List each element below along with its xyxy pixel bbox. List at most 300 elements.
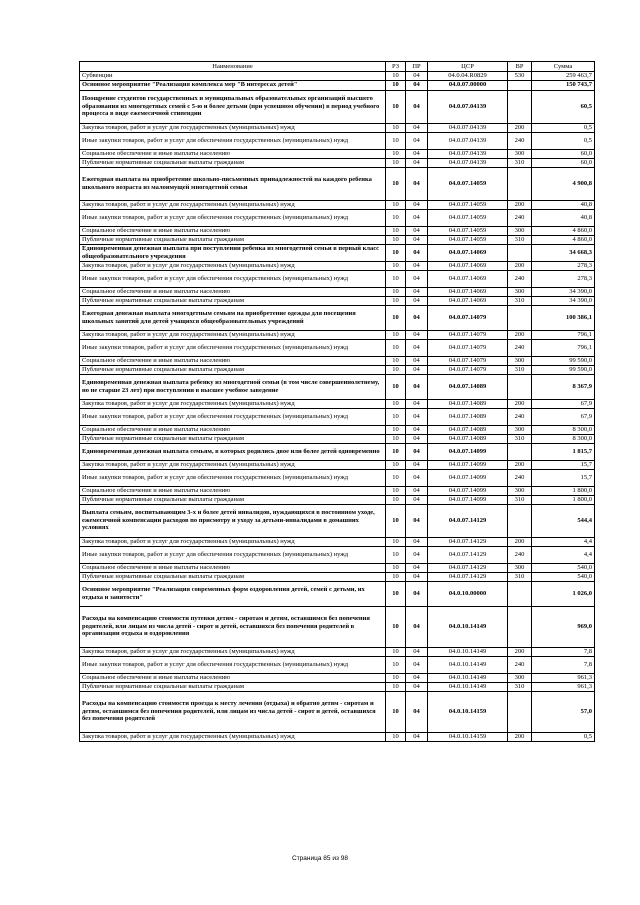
cell-rz: 10 (386, 356, 406, 365)
cell-csr: 04.0.07.14059 (428, 235, 508, 244)
cell-vr (508, 443, 532, 460)
cell-vr: 310 (508, 434, 532, 443)
cell-csr: 04.0.07.14099 (428, 469, 508, 486)
table-row (80, 123, 595, 132)
cell-csr: 04.0.07.04139 (428, 123, 508, 132)
header-sum: Сумма (532, 62, 595, 72)
table-row (80, 235, 595, 244)
cell-sum: 278,3 (532, 270, 595, 287)
table-row (80, 691, 595, 732)
table-row (80, 682, 595, 691)
cell-name: Закупка товаров, работ и услуг для государственных (муниципальных) нужд (80, 330, 386, 339)
cell-csr: 04.0.07.14079 (428, 356, 508, 365)
table-row (80, 90, 595, 123)
cell-sum: 4 900,8 (532, 167, 595, 200)
cell-csr: 04.0.07.14129 (428, 537, 508, 546)
cell-name: Иные закупки товаров, работ и услуг для обеспечения государственных (муниципальных) нужд (80, 546, 386, 563)
cell-rz: 10 (386, 495, 406, 504)
cell-rz: 10 (386, 732, 406, 741)
cell-sum: 15,7 (532, 469, 595, 486)
cell-name: Публичные нормативные социальные выплаты гражданам (80, 158, 386, 167)
cell-csr: 04.0.07.04139 (428, 90, 508, 123)
cell-pr: 04 (406, 732, 428, 741)
cell-vr: 240 (508, 339, 532, 356)
cell-pr: 04 (406, 296, 428, 305)
cell-sum: 150 743,7 (532, 80, 595, 90)
cell-vr: 300 (508, 356, 532, 365)
cell-rz: 10 (386, 504, 406, 537)
cell-rz: 10 (386, 209, 406, 226)
cell-vr (508, 244, 532, 261)
cell-name: Социальное обеспечение и иные выплаты населению (80, 226, 386, 235)
cell-vr (508, 606, 532, 647)
cell-rz: 10 (386, 339, 406, 356)
cell-sum: 7,8 (532, 656, 595, 673)
cell-vr: 200 (508, 261, 532, 270)
cell-pr: 04 (406, 158, 428, 167)
cell-name: Иные закупки товаров, работ и услуг для обеспечения государственных (муниципальных) нужд (80, 132, 386, 149)
cell-pr: 04 (406, 495, 428, 504)
table-row (80, 374, 595, 399)
cell-sum: 0,5 (532, 732, 595, 741)
cell-csr: 04.0.07.14129 (428, 572, 508, 581)
cell-rz: 10 (386, 647, 406, 656)
cell-rz: 10 (386, 563, 406, 572)
cell-name: Публичные нормативные социальные выплаты гражданам (80, 296, 386, 305)
table-row (80, 244, 595, 261)
table-row (80, 356, 595, 365)
cell-vr: 240 (508, 656, 532, 673)
cell-rz: 10 (386, 572, 406, 581)
cell-csr: 04.0.07.14099 (428, 495, 508, 504)
cell-pr: 04 (406, 460, 428, 469)
cell-pr: 04 (406, 287, 428, 296)
cell-csr: 04.0.07.14129 (428, 563, 508, 572)
cell-csr: 04.0.07.14099 (428, 486, 508, 495)
cell-sum: 100 386,1 (532, 305, 595, 330)
table-row (80, 408, 595, 425)
table-row (80, 546, 595, 563)
table-row (80, 270, 595, 287)
page-number: Страница 85 из 98 (292, 855, 348, 862)
table-row (80, 209, 595, 226)
cell-name: Социальное обеспечение и иные выплаты населению (80, 149, 386, 158)
cell-vr: 300 (508, 673, 532, 682)
cell-pr: 04 (406, 149, 428, 158)
table-row (80, 563, 595, 572)
cell-csr: 04.0.07.14129 (428, 546, 508, 563)
cell-csr: 04.0.07.14069 (428, 296, 508, 305)
cell-sum: 67,9 (532, 408, 595, 425)
cell-rz: 10 (386, 469, 406, 486)
cell-name: Единовременная денежная выплата ребенку из многодетной семьи (в том числе совершеннолетнему, но не старше 23 лет) при поступлении в высшее учебное заведение (80, 374, 386, 399)
cell-vr: 200 (508, 537, 532, 546)
cell-sum: 278,3 (532, 261, 595, 270)
cell-rz: 10 (386, 374, 406, 399)
cell-rz: 10 (386, 167, 406, 200)
cell-csr: 04.0.07.14079 (428, 305, 508, 330)
cell-vr (508, 374, 532, 399)
cell-rz: 10 (386, 673, 406, 682)
cell-sum: 796,1 (532, 339, 595, 356)
cell-vr (508, 581, 532, 606)
cell-sum: 1 026,0 (532, 581, 595, 606)
table-row (80, 443, 595, 460)
cell-sum: 1 800,0 (532, 486, 595, 495)
cell-vr (508, 80, 532, 90)
cell-csr: 04.0.07.14069 (428, 270, 508, 287)
cell-vr (508, 90, 532, 123)
cell-sum: 34 390,0 (532, 287, 595, 296)
cell-csr: 04.0.07.14059 (428, 226, 508, 235)
cell-name: Ежегодная денежная выплата многодетным семьям на приобретение одежды для посещения школьных занятий для детей учащихся общеобразовательных учреждений (80, 305, 386, 330)
cell-name: Публичные нормативные социальные выплаты гражданам (80, 365, 386, 374)
cell-sum: 34 668,3 (532, 244, 595, 261)
header-rz: РЗ (386, 62, 406, 72)
cell-vr: 300 (508, 149, 532, 158)
cell-sum: 1 815,7 (532, 443, 595, 460)
table-row (80, 504, 595, 537)
cell-rz: 10 (386, 434, 406, 443)
cell-csr: 04.0.07.14069 (428, 261, 508, 270)
cell-name: Публичные нормативные социальные выплаты гражданам (80, 682, 386, 691)
table-row (80, 647, 595, 656)
cell-vr: 310 (508, 158, 532, 167)
cell-name: Субвенции (80, 72, 386, 81)
cell-csr: 04.0.07.14129 (428, 504, 508, 537)
cell-name: Иные закупки товаров, работ и услуг для обеспечения государственных (муниципальных) нужд (80, 469, 386, 486)
cell-rz: 10 (386, 537, 406, 546)
cell-pr: 04 (406, 365, 428, 374)
cell-sum: 969,0 (532, 606, 595, 647)
header-vr: ВР (508, 62, 532, 72)
cell-csr: 04.0.07.14089 (428, 408, 508, 425)
table-row (80, 495, 595, 504)
cell-csr: 04.0.10.14149 (428, 647, 508, 656)
cell-csr: 04.0.10.14149 (428, 656, 508, 673)
cell-sum: 4,4 (532, 537, 595, 546)
cell-rz: 10 (386, 606, 406, 647)
cell-vr: 310 (508, 235, 532, 244)
cell-sum: 4,4 (532, 546, 595, 563)
table-row (80, 460, 595, 469)
cell-pr: 04 (406, 244, 428, 261)
table-row (80, 149, 595, 158)
table-row (80, 486, 595, 495)
cell-vr: 300 (508, 226, 532, 235)
cell-csr: 04.0.07.14069 (428, 287, 508, 296)
cell-vr: 200 (508, 330, 532, 339)
cell-name: Закупка товаров, работ и услуг для государственных (муниципальных) нужд (80, 647, 386, 656)
cell-name: Единовременная денежная выплата семьям, в которых родились двое или более детей одновременно (80, 443, 386, 460)
cell-sum: 15,7 (532, 460, 595, 469)
cell-vr (508, 167, 532, 200)
cell-name: Расходы на компенсацию стоимости путевки детям - сиротам и детям, оставшимся без попечения родителей, или лицам из числа детей - сирот и детей, оставшихся без попечения родителей в организации отдыха и оздоровления (80, 606, 386, 647)
cell-csr: 04.0.07.00000 (428, 80, 508, 90)
cell-name: Иные закупки товаров, работ и услуг для обеспечения государственных (муниципальных) нужд (80, 270, 386, 287)
cell-pr: 04 (406, 167, 428, 200)
header-pr: ПР (406, 62, 428, 72)
cell-rz: 10 (386, 682, 406, 691)
cell-rz: 10 (386, 270, 406, 287)
cell-name: Закупка товаров, работ и услуг для государственных (муниципальных) нужд (80, 732, 386, 741)
cell-rz: 10 (386, 80, 406, 90)
cell-sum: 40,8 (532, 209, 595, 226)
table-row (80, 425, 595, 434)
cell-csr: 04.0.07.14059 (428, 167, 508, 200)
cell-sum: 99 590,0 (532, 365, 595, 374)
budget-table (79, 61, 595, 742)
cell-vr: 300 (508, 486, 532, 495)
cell-rz: 10 (386, 425, 406, 434)
cell-pr: 04 (406, 682, 428, 691)
cell-rz: 10 (386, 546, 406, 563)
cell-vr: 200 (508, 460, 532, 469)
cell-rz: 10 (386, 399, 406, 408)
cell-name: Иные закупки товаров, работ и услуг для обеспечения государственных (муниципальных) нужд (80, 339, 386, 356)
cell-rz: 10 (386, 244, 406, 261)
cell-vr: 200 (508, 123, 532, 132)
cell-csr: 04.0.07.14079 (428, 339, 508, 356)
cell-rz: 10 (386, 123, 406, 132)
table-row (80, 261, 595, 270)
cell-vr (508, 504, 532, 537)
cell-vr (508, 305, 532, 330)
cell-csr: 04.0.10.14159 (428, 732, 508, 741)
cell-sum: 796,1 (532, 330, 595, 339)
cell-name: Иные закупки товаров, работ и услуг для обеспечения государственных (муниципальных) нужд (80, 209, 386, 226)
cell-pr: 04 (406, 90, 428, 123)
cell-pr: 04 (406, 504, 428, 537)
cell-sum: 8 300,0 (532, 425, 595, 434)
cell-pr: 04 (406, 209, 428, 226)
cell-pr: 04 (406, 226, 428, 235)
cell-rz: 10 (386, 149, 406, 158)
table-row (80, 606, 595, 647)
cell-pr: 04 (406, 563, 428, 572)
cell-rz: 10 (386, 287, 406, 296)
cell-csr: 04.0.10.00000 (428, 581, 508, 606)
table-row (80, 581, 595, 606)
cell-vr: 200 (508, 732, 532, 741)
cell-pr: 04 (406, 374, 428, 399)
cell-csr: 04.0.07.14059 (428, 209, 508, 226)
cell-sum: 34 390,0 (532, 296, 595, 305)
cell-csr: 04.0.07.04139 (428, 158, 508, 167)
cell-rz: 10 (386, 235, 406, 244)
cell-rz: 10 (386, 200, 406, 209)
cell-name: Социальное обеспечение и иные выплаты населению (80, 563, 386, 572)
cell-csr: 04.0.07.14089 (428, 374, 508, 399)
cell-pr: 04 (406, 606, 428, 647)
cell-sum: 67,9 (532, 399, 595, 408)
cell-csr: 04.0.07.14099 (428, 460, 508, 469)
cell-pr: 04 (406, 270, 428, 287)
table-row (80, 469, 595, 486)
cell-name: Единовременная денежная выплата при поступлении ребенка из многодетной семьи в первый класс общеобразовательного учреждения (80, 244, 386, 261)
cell-rz: 10 (386, 460, 406, 469)
cell-sum: 99 590,0 (532, 356, 595, 365)
cell-vr: 240 (508, 270, 532, 287)
cell-name: Закупка товаров, работ и услуг для государственных (муниципальных) нужд (80, 123, 386, 132)
cell-rz: 10 (386, 365, 406, 374)
cell-name: Публичные нормативные социальные выплаты гражданам (80, 434, 386, 443)
cell-pr: 04 (406, 200, 428, 209)
cell-pr: 04 (406, 305, 428, 330)
table-row (80, 132, 595, 149)
cell-pr: 04 (406, 123, 428, 132)
cell-rz: 10 (386, 90, 406, 123)
cell-rz: 10 (386, 691, 406, 732)
cell-vr: 310 (508, 365, 532, 374)
cell-sum: 8 367,9 (532, 374, 595, 399)
cell-pr: 04 (406, 486, 428, 495)
cell-vr: 300 (508, 425, 532, 434)
cell-name: Социальное обеспечение и иные выплаты населению (80, 425, 386, 434)
table-row (80, 330, 595, 339)
cell-name: Основное мероприятие "Реализация комплекса мер "В интересах детей" (80, 80, 386, 90)
cell-pr: 04 (406, 339, 428, 356)
cell-vr: 530 (508, 72, 532, 81)
cell-name: Закупка товаров, работ и услуг для государственных (муниципальных) нужд (80, 200, 386, 209)
table-row (80, 365, 595, 374)
cell-name: Закупка товаров, работ и услуг для государственных (муниципальных) нужд (80, 399, 386, 408)
cell-csr: 04.0.04.R0829 (428, 72, 508, 81)
cell-csr: 04.0.07.14089 (428, 399, 508, 408)
cell-vr: 240 (508, 209, 532, 226)
table-row (80, 339, 595, 356)
cell-csr: 04.0.07.14089 (428, 434, 508, 443)
cell-pr: 04 (406, 261, 428, 270)
cell-name: Иные закупки товаров, работ и услуг для обеспечения государственных (муниципальных) нужд (80, 656, 386, 673)
cell-vr: 240 (508, 132, 532, 149)
cell-pr: 04 (406, 132, 428, 149)
cell-vr: 310 (508, 682, 532, 691)
cell-pr: 04 (406, 80, 428, 90)
table-header-row (80, 62, 595, 72)
cell-name: Социальное обеспечение и иные выплаты населению (80, 673, 386, 682)
cell-name: Публичные нормативные социальные выплаты гражданам (80, 495, 386, 504)
table-row (80, 167, 595, 200)
cell-csr: 04.0.07.14099 (428, 443, 508, 460)
cell-pr: 04 (406, 572, 428, 581)
cell-name: Закупка товаров, работ и услуг для государственных (муниципальных) нужд (80, 261, 386, 270)
header-csr: ЦСР (428, 62, 508, 72)
cell-pr: 04 (406, 537, 428, 546)
cell-pr: 04 (406, 356, 428, 365)
cell-rz: 10 (386, 72, 406, 81)
cell-rz: 10 (386, 408, 406, 425)
cell-sum: 544,4 (532, 504, 595, 537)
cell-sum: 7,8 (532, 647, 595, 656)
cell-csr: 04.0.07.04139 (428, 132, 508, 149)
cell-pr: 04 (406, 434, 428, 443)
cell-csr: 04.0.07.14089 (428, 425, 508, 434)
cell-csr: 04.0.07.14079 (428, 365, 508, 374)
cell-csr: 04.0.10.14149 (428, 606, 508, 647)
table-row (80, 537, 595, 546)
cell-pr: 04 (406, 425, 428, 434)
table-row (80, 399, 595, 408)
cell-vr: 300 (508, 287, 532, 296)
cell-name: Закупка товаров, работ и услуг для государственных (муниципальных) нужд (80, 460, 386, 469)
cell-csr: 04.0.07.14059 (428, 200, 508, 209)
cell-csr: 04.0.07.14079 (428, 330, 508, 339)
cell-name: Основное мероприятие "Реализация современных форм оздоровления детей, семей с детьми, их отдыха и занятости" (80, 581, 386, 606)
cell-rz: 10 (386, 132, 406, 149)
table-row (80, 80, 595, 90)
cell-vr: 240 (508, 469, 532, 486)
cell-sum: 961,3 (532, 673, 595, 682)
cell-sum: 540,0 (532, 572, 595, 581)
cell-name: Социальное обеспечение и иные выплаты населению (80, 287, 386, 296)
table-row (80, 434, 595, 443)
cell-pr: 04 (406, 656, 428, 673)
cell-csr: 04.0.10.14159 (428, 691, 508, 732)
cell-name: Иные закупки товаров, работ и услуг для обеспечения государственных (муниципальных) нужд (80, 408, 386, 425)
cell-name: Выплата семьям, воспитывающим 3-х и более детей инвалидов, нуждающихся в постоянном уходе, ежемесячной компенсации расходов по присмотру и уходу за детьми-инвалидами в домашних условиях (80, 504, 386, 537)
cell-pr: 04 (406, 443, 428, 460)
cell-pr: 04 (406, 546, 428, 563)
table-row (80, 158, 595, 167)
cell-name: Социальное обеспечение и иные выплаты населению (80, 356, 386, 365)
cell-pr: 04 (406, 673, 428, 682)
cell-vr (508, 691, 532, 732)
table-row (80, 72, 595, 81)
cell-sum: 60,0 (532, 158, 595, 167)
cell-rz: 10 (386, 443, 406, 460)
cell-pr: 04 (406, 581, 428, 606)
cell-pr: 04 (406, 691, 428, 732)
cell-name: Публичные нормативные социальные выплаты гражданам (80, 572, 386, 581)
cell-vr: 310 (508, 495, 532, 504)
cell-name: Закупка товаров, работ и услуг для государственных (муниципальных) нужд (80, 537, 386, 546)
cell-rz: 10 (386, 656, 406, 673)
cell-vr: 200 (508, 647, 532, 656)
cell-pr: 04 (406, 408, 428, 425)
cell-rz: 10 (386, 296, 406, 305)
cell-pr: 04 (406, 647, 428, 656)
cell-sum: 540,0 (532, 563, 595, 572)
table-row (80, 732, 595, 741)
cell-rz: 10 (386, 305, 406, 330)
cell-pr: 04 (406, 72, 428, 81)
cell-rz: 10 (386, 486, 406, 495)
table-row (80, 305, 595, 330)
table-row (80, 200, 595, 209)
cell-name: Ежегодная выплата на приобретение школьно-письменных принадлежностей на каждого ребенка школьного возраста из малоимущей многодетной семьи (80, 167, 386, 200)
cell-rz: 10 (386, 330, 406, 339)
cell-name: Публичные нормативные социальные выплаты гражданам (80, 235, 386, 244)
cell-csr: 04.0.07.04139 (428, 149, 508, 158)
cell-rz: 10 (386, 261, 406, 270)
cell-pr: 04 (406, 469, 428, 486)
cell-csr: 04.0.10.14149 (428, 673, 508, 682)
cell-sum: 961,3 (532, 682, 595, 691)
table-row (80, 673, 595, 682)
cell-pr: 04 (406, 235, 428, 244)
cell-pr: 04 (406, 330, 428, 339)
table-row (80, 287, 595, 296)
cell-sum: 57,0 (532, 691, 595, 732)
table-row (80, 296, 595, 305)
cell-vr: 200 (508, 200, 532, 209)
cell-pr: 04 (406, 399, 428, 408)
cell-sum: 60,5 (532, 90, 595, 123)
table-body (80, 72, 595, 742)
cell-sum: 40,8 (532, 200, 595, 209)
cell-vr: 240 (508, 546, 532, 563)
